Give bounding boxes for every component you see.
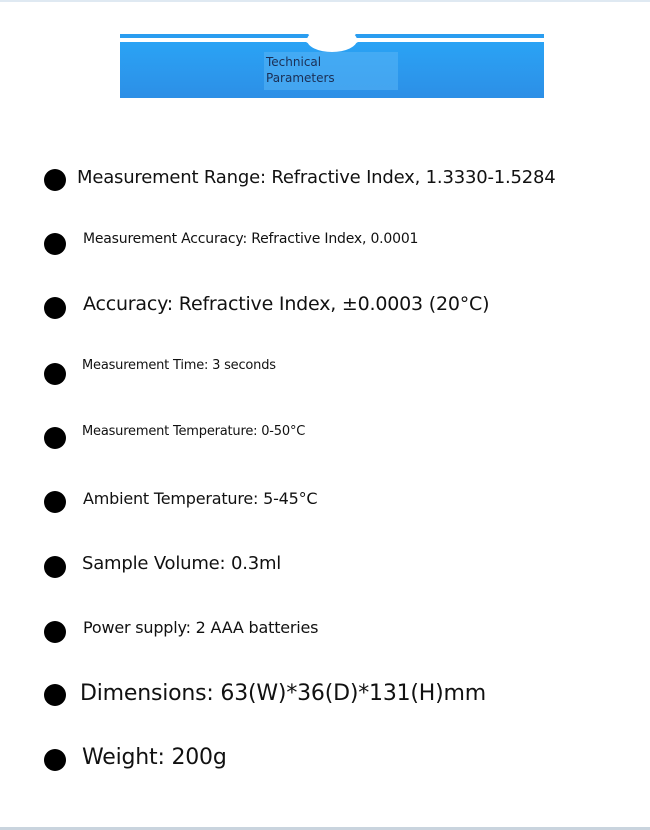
spec-item-power-supply (0, 617, 650, 647)
spec-item-dimensions (0, 682, 650, 712)
spec-item-measurement-time (0, 357, 650, 387)
spec-item-measurement-range (0, 164, 650, 194)
spec-label: Sample Volume: 0.3ml (82, 553, 282, 574)
page-title-line-2: Parameters (266, 71, 335, 85)
spec-label: Accuracy: Refractive Index, ±0.0003 (20°C) (83, 293, 490, 315)
bullet-icon (44, 427, 66, 449)
spec-label: Dimensions: 63(W)*36(D)*131(H)mm (80, 681, 486, 706)
bullet-icon (44, 621, 66, 643)
bullet-icon (44, 491, 66, 513)
spec-label: Measurement Temperature: 0-50°C (82, 424, 306, 439)
bullet-icon (44, 749, 66, 771)
spec-label: Measurement Accuracy: Refractive Index, 0.0001 (83, 231, 419, 247)
bullet-icon (44, 684, 66, 706)
spec-label: Power supply: 2 AAA batteries (83, 618, 319, 637)
spec-item-weight (0, 746, 650, 776)
spec-item-sample-volume (0, 553, 650, 583)
spec-label: Ambient Temperature: 5-45°C (83, 489, 318, 508)
spec-label: Weight: 200g (82, 745, 227, 770)
bullet-icon (44, 363, 66, 385)
spec-item-measurement-temperature (0, 424, 650, 454)
spec-label: Measurement Time: 3 seconds (82, 358, 276, 373)
section-header (120, 34, 544, 98)
bullet-icon (44, 556, 66, 578)
spec-label: Measurement Range: Refractive Index, 1.3330-1.5284 (77, 167, 556, 188)
bullet-icon (44, 297, 66, 319)
page-title-line-1: Technical (266, 55, 322, 69)
spec-item-ambient-temperature (0, 487, 650, 517)
bullet-icon (44, 169, 66, 191)
bullet-icon (44, 233, 66, 255)
spec-item-measurement-accuracy (0, 228, 650, 258)
spec-item-accuracy (0, 292, 650, 322)
page-title (266, 54, 396, 86)
top-border (0, 0, 650, 2)
